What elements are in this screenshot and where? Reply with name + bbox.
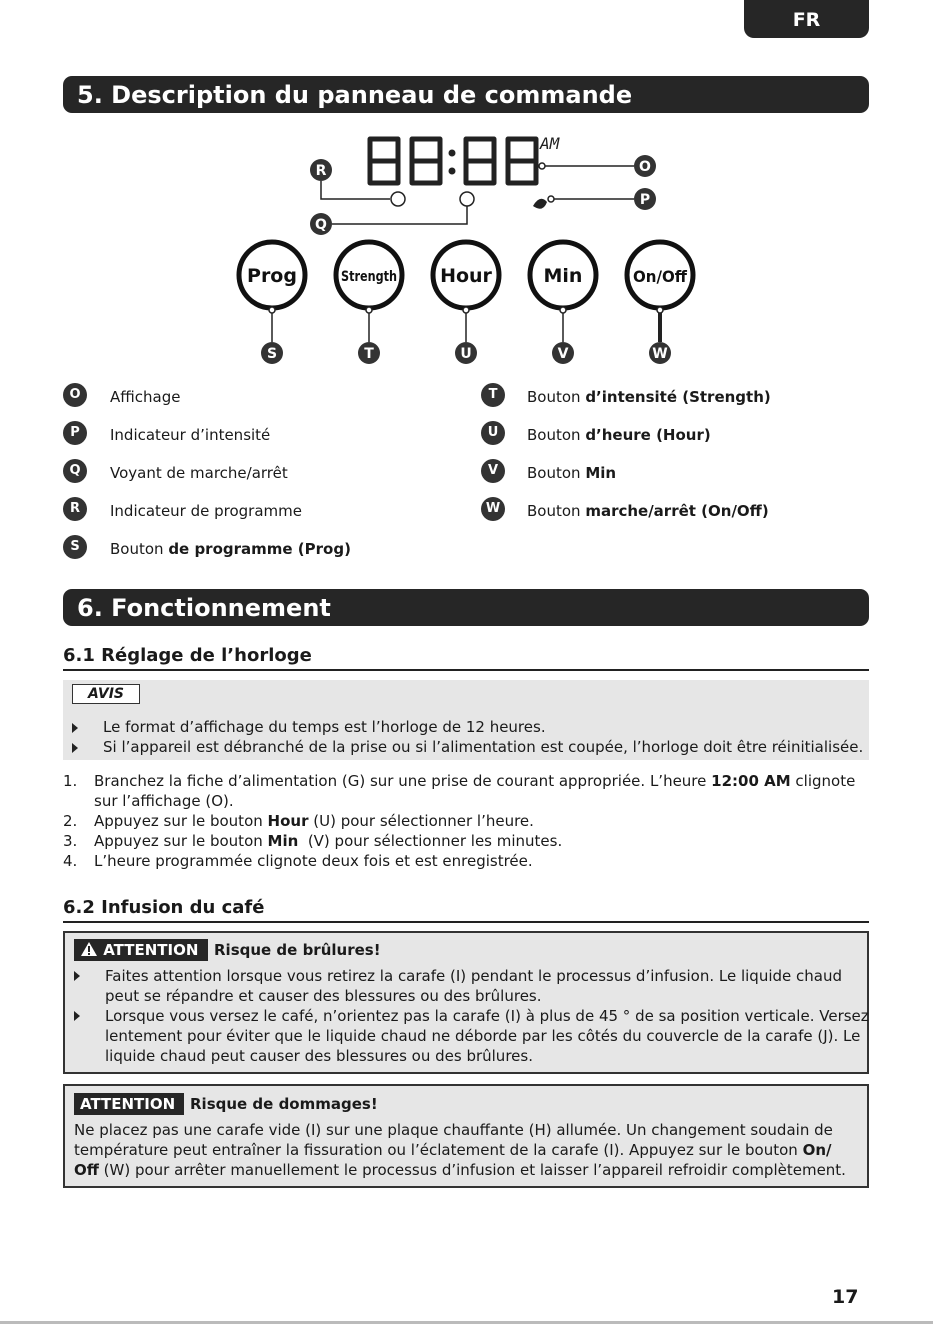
svg-text:Hour: Hour — [440, 265, 492, 287]
legend-text-bold: marche/arrêt (On/Off) — [585, 502, 769, 520]
legend-text-bold: de programme (Prog) — [168, 540, 351, 558]
legend-item-u — [527, 425, 711, 445]
svg-text:R: R — [315, 163, 327, 179]
min-button[interactable] — [530, 242, 596, 308]
bullet-icon — [74, 1011, 80, 1021]
legend-text: Bouton — [527, 464, 586, 482]
step-2-text — [94, 811, 534, 831]
step-text: Branchez la fiche d’alimentation (G) sur une prise de courant appropriée. L’heure — [94, 772, 712, 790]
step-3-text — [94, 831, 562, 851]
legend-badge-w: W — [481, 497, 505, 521]
page-number: 17 — [832, 1286, 859, 1308]
burn-warning-line: peut se répandre et causer des blessures ou des brûlures. — [105, 987, 542, 1005]
step-text: Appuyez sur le bouton — [94, 832, 268, 850]
svg-text:U: U — [460, 346, 472, 362]
damage-warning-box — [63, 1084, 869, 1188]
legend-badge-p: P — [63, 421, 87, 445]
legend-text: Bouton — [527, 426, 586, 444]
strength-indicator-icon — [533, 199, 547, 209]
notice-tag: AVIS — [72, 684, 140, 704]
burn-warning-line: Faites attention lorsque vous retirez la carafe (I) pendant le processus d’infusion. Le liquide chaud — [105, 967, 842, 985]
warning-triangle-icon — [80, 941, 98, 957]
burn-warning-line: liquide chaud peut causer des blessures ou des brûlures. — [105, 1047, 533, 1065]
notice-box — [63, 680, 869, 760]
am-indicator: AM — [540, 134, 560, 153]
prog-button[interactable] — [239, 242, 305, 308]
step-3-number: 3. — [63, 832, 78, 850]
legend-item-r — [110, 501, 302, 521]
legend-item-o — [110, 387, 180, 407]
legend-text: Indicateur de programme — [110, 502, 302, 520]
burn-warning-title: Risque de brûlures! — [214, 941, 381, 959]
program-indicator-light — [391, 192, 405, 206]
control-panel-diagram — [230, 125, 710, 370]
step-text-bold: Hour — [267, 812, 309, 830]
legend-text-bold: d’intensité (Strength) — [585, 388, 771, 406]
svg-text:On/Off: On/Off — [633, 267, 688, 286]
language-tab: FR — [744, 0, 869, 38]
step-2-number: 2. — [63, 812, 78, 830]
bullet-icon — [72, 723, 78, 733]
svg-text:O: O — [639, 159, 651, 175]
legend-item-q — [110, 463, 288, 483]
strength-button[interactable] — [336, 242, 402, 308]
warning-text: (W) pour arrêter manuellement le processus d’infusion et laisser l’appareil refroidir complètement. — [98, 1161, 846, 1179]
legend-text: Bouton — [527, 388, 586, 406]
damage-warning-line: Ne placez pas une carafe vide (I) sur une plaque chauffante (H) allumée. Un changement soudain de — [74, 1121, 833, 1139]
legend-text: Bouton — [527, 502, 586, 520]
legend-text: Affichage — [110, 388, 181, 406]
legend-item-v — [527, 463, 616, 483]
step-1-text-cont: sur l’affichage (O). — [94, 792, 234, 810]
step-text: Appuyez sur le bouton — [94, 812, 268, 830]
svg-text:T: T — [364, 346, 374, 362]
onoff-button[interactable] — [627, 242, 693, 308]
legend-badge-s: S — [63, 535, 87, 559]
step-4-text: L’heure programmée clignote deux fois et est enregistrée. — [94, 852, 533, 870]
legend-badge-t: T — [481, 383, 505, 407]
step-text: clignote — [790, 772, 856, 790]
step-text-bold: 12:00 AM — [711, 772, 791, 790]
burn-warning-box — [63, 931, 869, 1074]
legend-item-t — [527, 387, 771, 407]
step-text: (U) pour sélectionner l’heure. — [308, 812, 534, 830]
legend-item-s — [110, 539, 351, 559]
svg-text:W: W — [652, 346, 668, 362]
subsection-6-2-heading: 6.2 Infusion du café — [63, 897, 869, 923]
warning-text: température peut entraîner la fissuration ou l’éclatement de la carafe (I). Appuyez sur le bouton — [74, 1141, 803, 1159]
clock-display — [370, 139, 536, 183]
subsection-6-1-heading: 6.1 Réglage de l’horloge — [63, 645, 869, 671]
damage-warning-title: Risque de dommages! — [190, 1095, 378, 1113]
step-1-text — [94, 771, 855, 791]
hour-button[interactable] — [433, 242, 499, 308]
damage-warning-line — [74, 1140, 832, 1160]
attention-tag: ATTENTION — [74, 1093, 184, 1115]
burn-warning-line: lentement pour éviter que le liquide chaud ne déborde par les côtés du couvercle de la carafe (J). Le — [105, 1027, 861, 1045]
attention-tag-label: ATTENTION — [103, 941, 199, 959]
step-text-bold: Min — [267, 832, 299, 850]
svg-text:Min: Min — [543, 265, 583, 287]
notice-bullet-1: Le format d’affichage du temps est l’horloge de 12 heures. — [103, 718, 546, 736]
burn-warning-line: Lorsque vous versez le café, n’orientez pas la carafe (I) à plus de 45 ° de sa position verticale. Versez — [105, 1007, 869, 1025]
legend-badge-r: R — [63, 497, 87, 521]
svg-text:P: P — [639, 192, 651, 208]
power-indicator-light — [460, 192, 474, 206]
warning-text-bold: Off — [74, 1161, 99, 1179]
legend-badge-o: O — [63, 383, 87, 407]
legend-text: Bouton — [110, 540, 169, 558]
legend-text-bold: d’heure (Hour) — [585, 426, 711, 444]
damage-warning-line — [74, 1160, 846, 1180]
legend-text: Indicateur d’intensité — [110, 426, 271, 444]
svg-text:S: S — [266, 346, 278, 362]
svg-text:Strength: Strength — [341, 269, 397, 285]
svg-text:Prog: Prog — [247, 265, 297, 287]
legend-badge-q: Q — [63, 459, 87, 483]
bullet-icon — [74, 971, 80, 981]
section-5-heading: 5. Description du panneau de commande — [63, 76, 869, 113]
warning-text-bold: On/ — [802, 1141, 832, 1159]
legend-item-p — [110, 425, 270, 445]
legend-badge-u: U — [481, 421, 505, 445]
step-1-number: 1. — [63, 772, 78, 790]
step-4-number: 4. — [63, 852, 78, 870]
legend-text-bold: Min — [585, 464, 617, 482]
notice-bullet-2: Si l’appareil est débranché de la prise ou si l’alimentation est coupée, l’horloge doit être réinitialisée. — [103, 738, 864, 756]
legend-item-w — [527, 501, 769, 521]
legend-badge-v: V — [481, 459, 505, 483]
legend-text: Voyant de marche/arrêt — [110, 464, 288, 482]
svg-text:V: V — [557, 346, 569, 362]
section-6-heading: 6. Fonctionnement — [63, 589, 869, 626]
bullet-icon — [72, 743, 78, 753]
step-text: (V) pour sélectionner les minutes. — [298, 832, 563, 850]
attention-tag — [74, 939, 208, 961]
svg-text:Q: Q — [315, 217, 327, 233]
